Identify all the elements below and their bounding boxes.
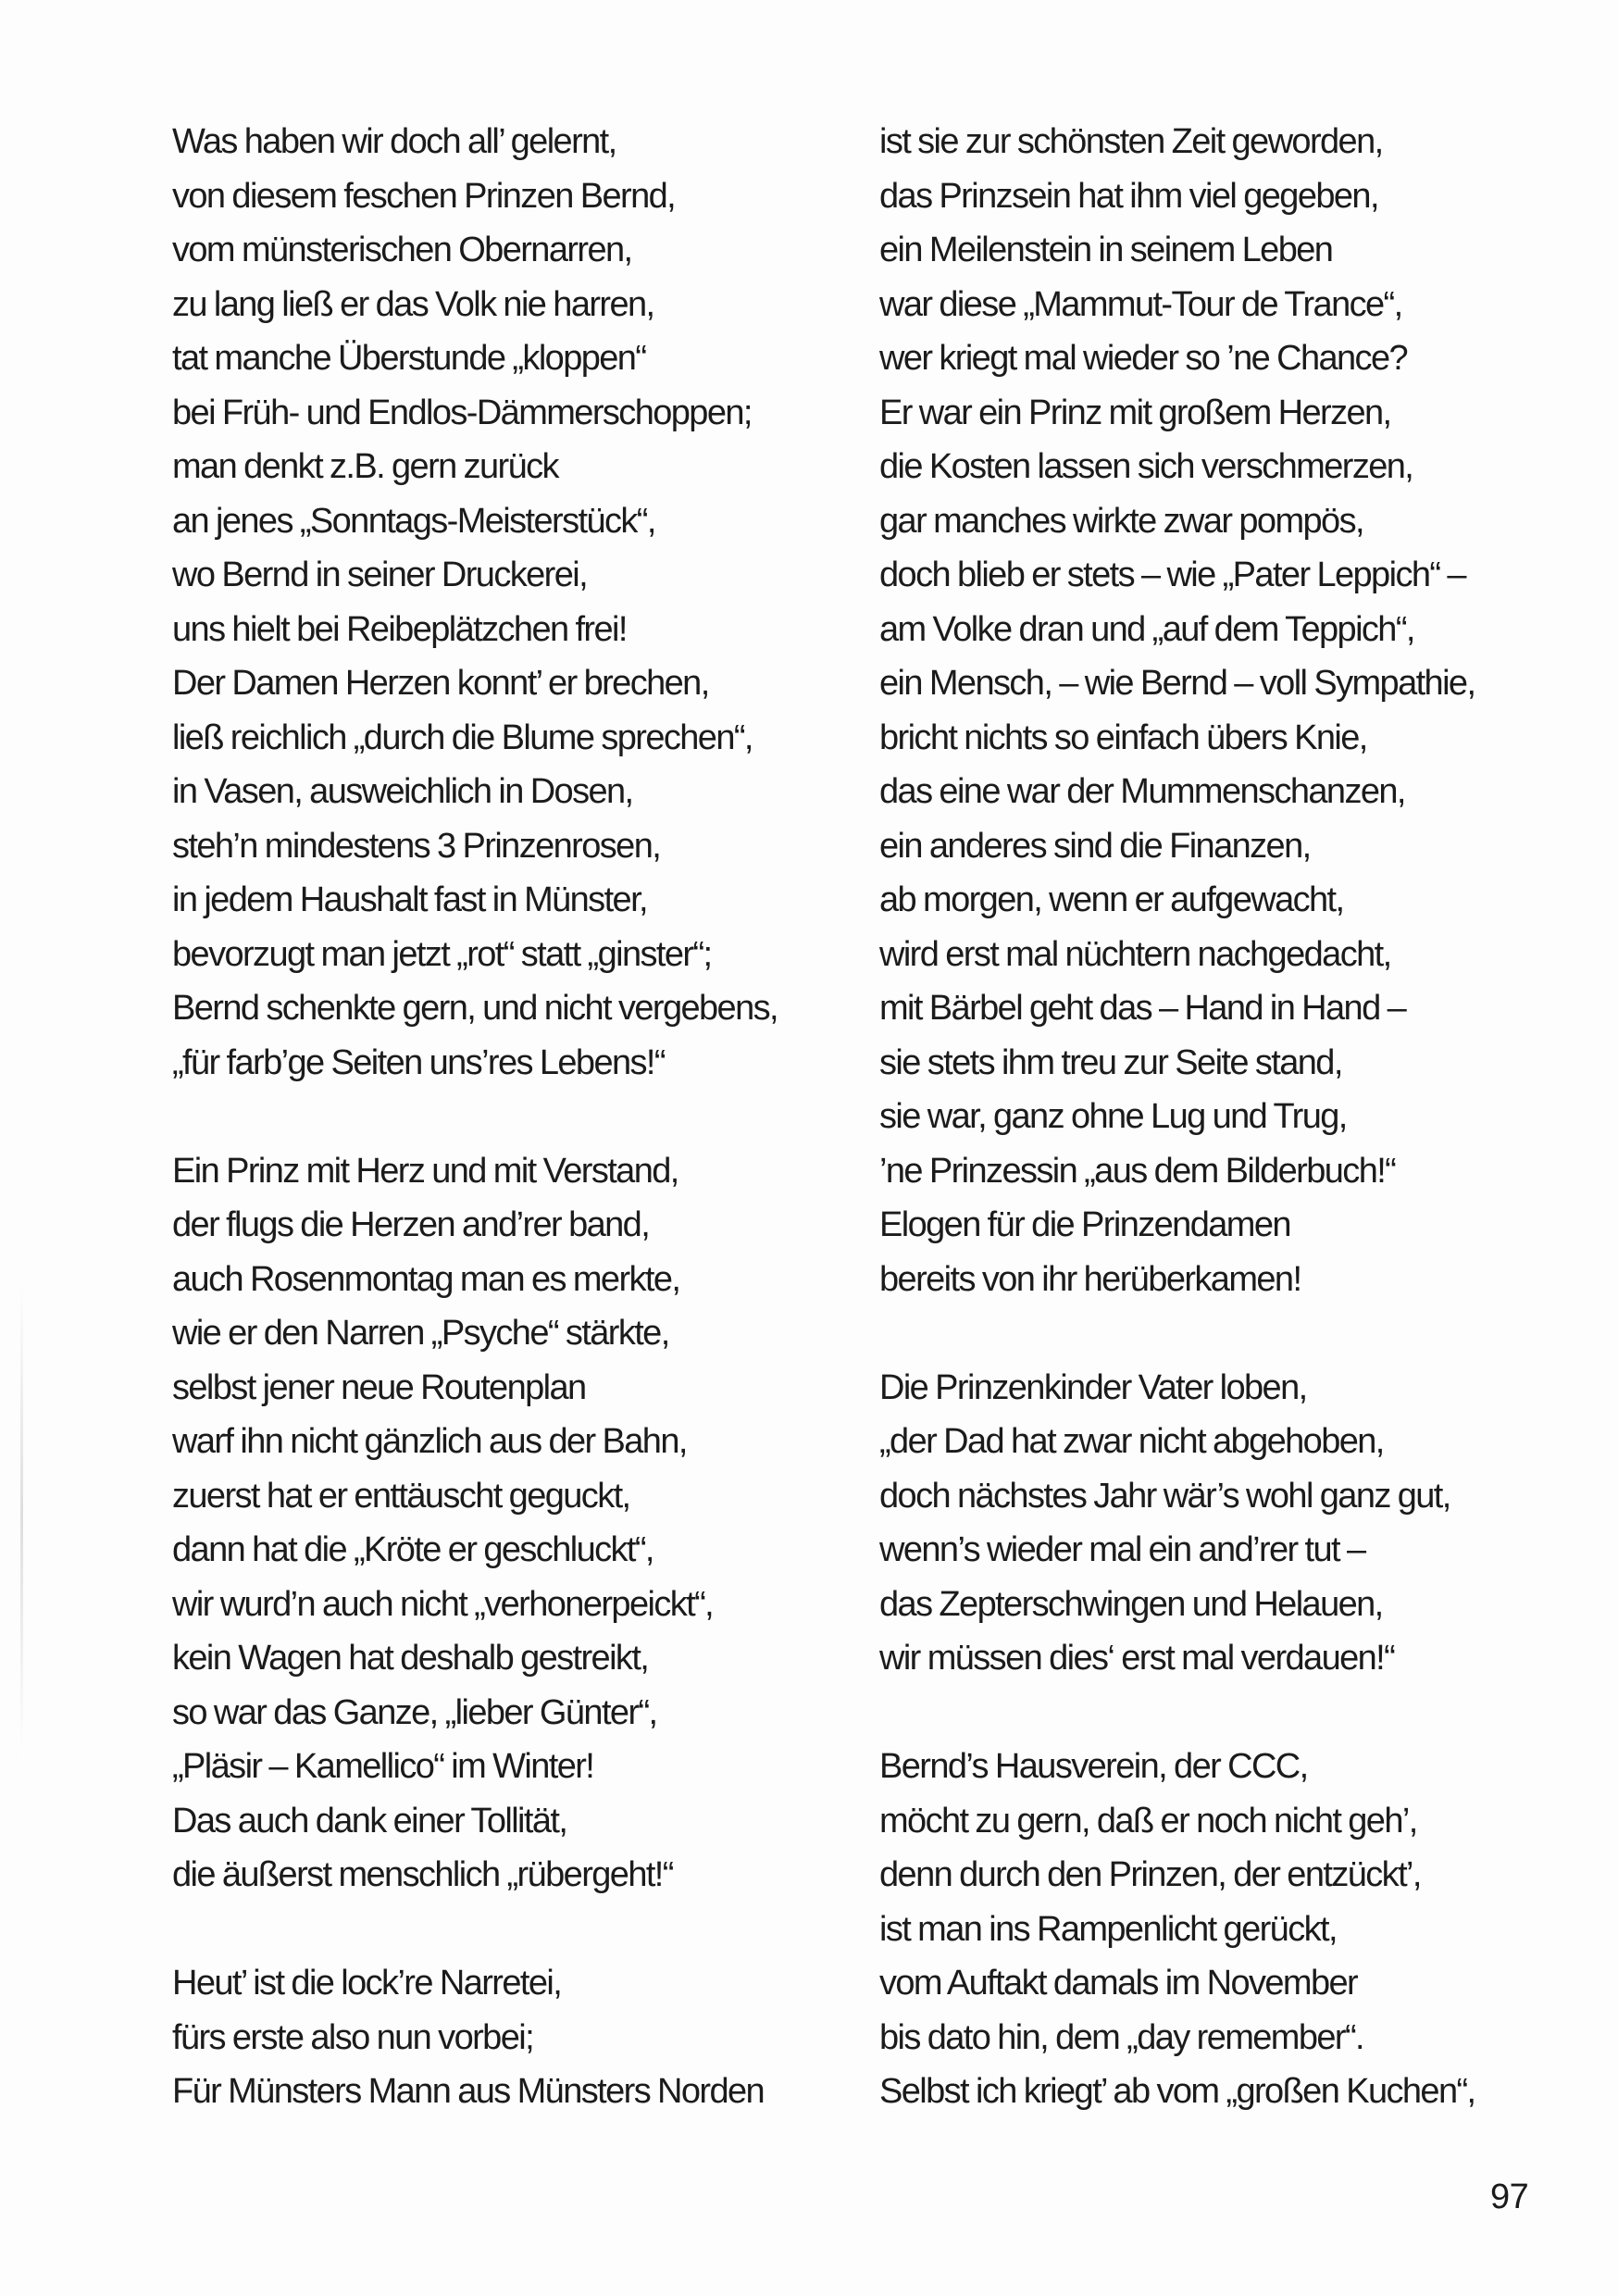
poem-line: kein Wagen hat deshalb gestreikt,	[172, 1639, 649, 1678]
poem-line: vom münsterischen Obernarren,	[172, 231, 632, 269]
poem-line: fürs erste also nun vorbei;	[172, 2017, 534, 2057]
poem-line: auch Rosenmontag man es merkte,	[172, 1259, 680, 1299]
poem-line: Was haben wir doch all’ gelernt,	[172, 122, 616, 161]
poem-line: das Zepterschwingen und Helauen,	[879, 1584, 1383, 1624]
poem-line: ’ne Prinzessin „aus dem Bilderbuch!“	[879, 1151, 1396, 1191]
poem-line: wer kriegt mal wieder so ’ne Chance?	[879, 339, 1408, 378]
poem-line: vom Auftakt damals im November	[879, 1964, 1358, 2003]
poem-line: Bernd’s Hausverein, der CCC,	[879, 1747, 1308, 1786]
poem-line: wenn’s wieder mal ein and’rer tut –	[879, 1530, 1365, 1569]
poem-line: möcht zu gern, daß er noch nicht geh’,	[879, 1801, 1417, 1841]
poem-line: tat manche Überstunde „kloppen“	[172, 339, 646, 378]
poem-line: denn durch den Prinzen, der entzückt’,	[879, 1855, 1421, 1894]
poem-line: Heut’ ist die lock’re Narretei,	[172, 1964, 562, 2003]
poem-line: Die Prinzenkinder Vater loben,	[879, 1367, 1307, 1407]
poem-line: Bernd schenkte gern, und nicht vergebens,	[172, 989, 778, 1028]
poem-line: doch nächstes Jahr wär’s wohl ganz gut,	[879, 1476, 1450, 1516]
poem-line: man denkt z.B. gern zurück	[172, 447, 558, 486]
poem-stanza	[879, 115, 1527, 1306]
poem-line: mit Bärbel geht das – Hand in Hand –	[879, 989, 1406, 1028]
poem-line: ein Mensch, – wie Bernd – voll Sympathie,	[879, 664, 1475, 703]
poem-line: warf ihn nicht gänzlich aus der Bahn,	[172, 1422, 687, 1461]
binding-shadow	[20, 1278, 23, 1759]
poem-line: selbst jener neue Routenplan	[172, 1367, 586, 1407]
poem-line: in Vasen, ausweichlich in Dosen,	[172, 772, 633, 811]
poem-line: Er war ein Prinz mit großem Herzen,	[879, 393, 1391, 432]
poem-line: ab morgen, wenn er aufgewacht,	[879, 880, 1344, 919]
poem-line: an jenes „Sonntags-Meisterstück“,	[172, 501, 655, 541]
poem-stanza	[879, 1740, 1527, 2119]
poem-line: steh’n mindestens 3 Prinzenrosen,	[172, 826, 661, 866]
poem-line: bereits von ihr herüberkamen!	[879, 1259, 1301, 1299]
poem-line: in jedem Haushalt fast in Münster,	[172, 880, 647, 919]
poem-stanza	[172, 115, 802, 1090]
poem-stanza	[172, 1144, 802, 1903]
poem-line: Ein Prinz mit Herz und mit Verstand,	[172, 1151, 678, 1191]
poem-line: sie war, ganz ohne Lug und Trug,	[879, 1097, 1347, 1136]
poem-line: ist man ins Rampenlicht gerückt,	[879, 1909, 1337, 1949]
poem-line: doch blieb er stets – wie „Pater Leppich“ –	[879, 555, 1465, 594]
poem-line: „der Dad hat zwar nicht abgehoben,	[879, 1422, 1384, 1461]
page-number: 97	[1490, 2177, 1529, 2216]
poem-line: ein Meilenstein in seinem Leben	[879, 231, 1333, 269]
poem-line: von diesem feschen Prinzen Bernd,	[172, 176, 676, 216]
left-text-column	[172, 115, 802, 2173]
poem-line: gar manches wirkte zwar pompös,	[879, 501, 1363, 541]
poem-line: die äußerst menschlich „rübergeht!“	[172, 1855, 673, 1894]
poem-line: zu lang ließ er das Volk nie harren,	[172, 284, 654, 324]
poem-line: am Volke dran und „auf dem Teppich“,	[879, 609, 1414, 649]
poem-line: wir müssen dies‘ erst mal verdauen!“	[879, 1639, 1395, 1678]
poem-line: bis dato hin, dem „day remember“.	[879, 2017, 1363, 2057]
poem-line: sie stets ihm treu zur Seite stand,	[879, 1042, 1342, 1082]
poem-line: das eine war der Mummenschanzen,	[879, 772, 1405, 811]
poem-line: „für farb’ge Seiten uns’res Lebens!“	[172, 1042, 665, 1082]
poem-stanza	[172, 1956, 802, 2119]
poem-line: bevorzugt man jetzt „rot“ statt „ginster“;	[172, 934, 712, 974]
poem-line: bei Früh- und Endlos-Dämmerschoppen;	[172, 393, 752, 432]
poem-line: war diese „Mammut-Tour de Trance“,	[879, 284, 1402, 324]
poem-line: so war das Ganze, „lieber Günter“,	[172, 1692, 657, 1732]
poem-line: „Pläsir – Kamellico“ im Winter!	[172, 1747, 594, 1786]
poem-line: das Prinzsein hat ihm viel gegeben,	[879, 176, 1378, 216]
poem-line: Der Damen Herzen konnt’ er brechen,	[172, 664, 709, 703]
poem-line: bricht nichts so einfach übers Knie,	[879, 718, 1367, 757]
poem-stanza	[879, 1361, 1527, 1686]
poem-line: uns hielt bei Reibeplätzchen frei!	[172, 609, 627, 649]
poem-line: Für Münsters Mann aus Münsters Norden	[172, 2072, 765, 2111]
poem-line: der flugs die Herzen and’rer band,	[172, 1205, 650, 1244]
poem-line: Das auch dank einer Tollität,	[172, 1801, 567, 1841]
poem-line: wird erst mal nüchtern nachgedacht,	[879, 934, 1391, 974]
poem-line: ist sie zur schönsten Zeit geworden,	[879, 122, 1383, 161]
poem-line: die Kosten lassen sich verschmerzen,	[879, 447, 1413, 486]
poem-line: dann hat die „Kröte er geschluckt“,	[172, 1530, 653, 1569]
poem-line: ließ reichlich „durch die Blume sprechen“,	[172, 718, 753, 757]
right-text-column	[879, 115, 1527, 2173]
poem-line: wir wurd’n auch nicht „verhonerpeickt“,	[172, 1584, 714, 1624]
poem-line: ein anderes sind die Finanzen,	[879, 826, 1311, 866]
poem-line: Elogen für die Prinzendamen	[879, 1205, 1290, 1244]
poem-line: wo Bernd in seiner Druckerei,	[172, 555, 588, 594]
poem-line: wie er den Narren „Psyche“ stärkte,	[172, 1314, 669, 1353]
poem-line: zuerst hat er enttäuscht geguckt,	[172, 1476, 630, 1516]
poem-line: Selbst ich kriegt’ ab vom „großen Kuchen“,	[879, 2072, 1475, 2111]
